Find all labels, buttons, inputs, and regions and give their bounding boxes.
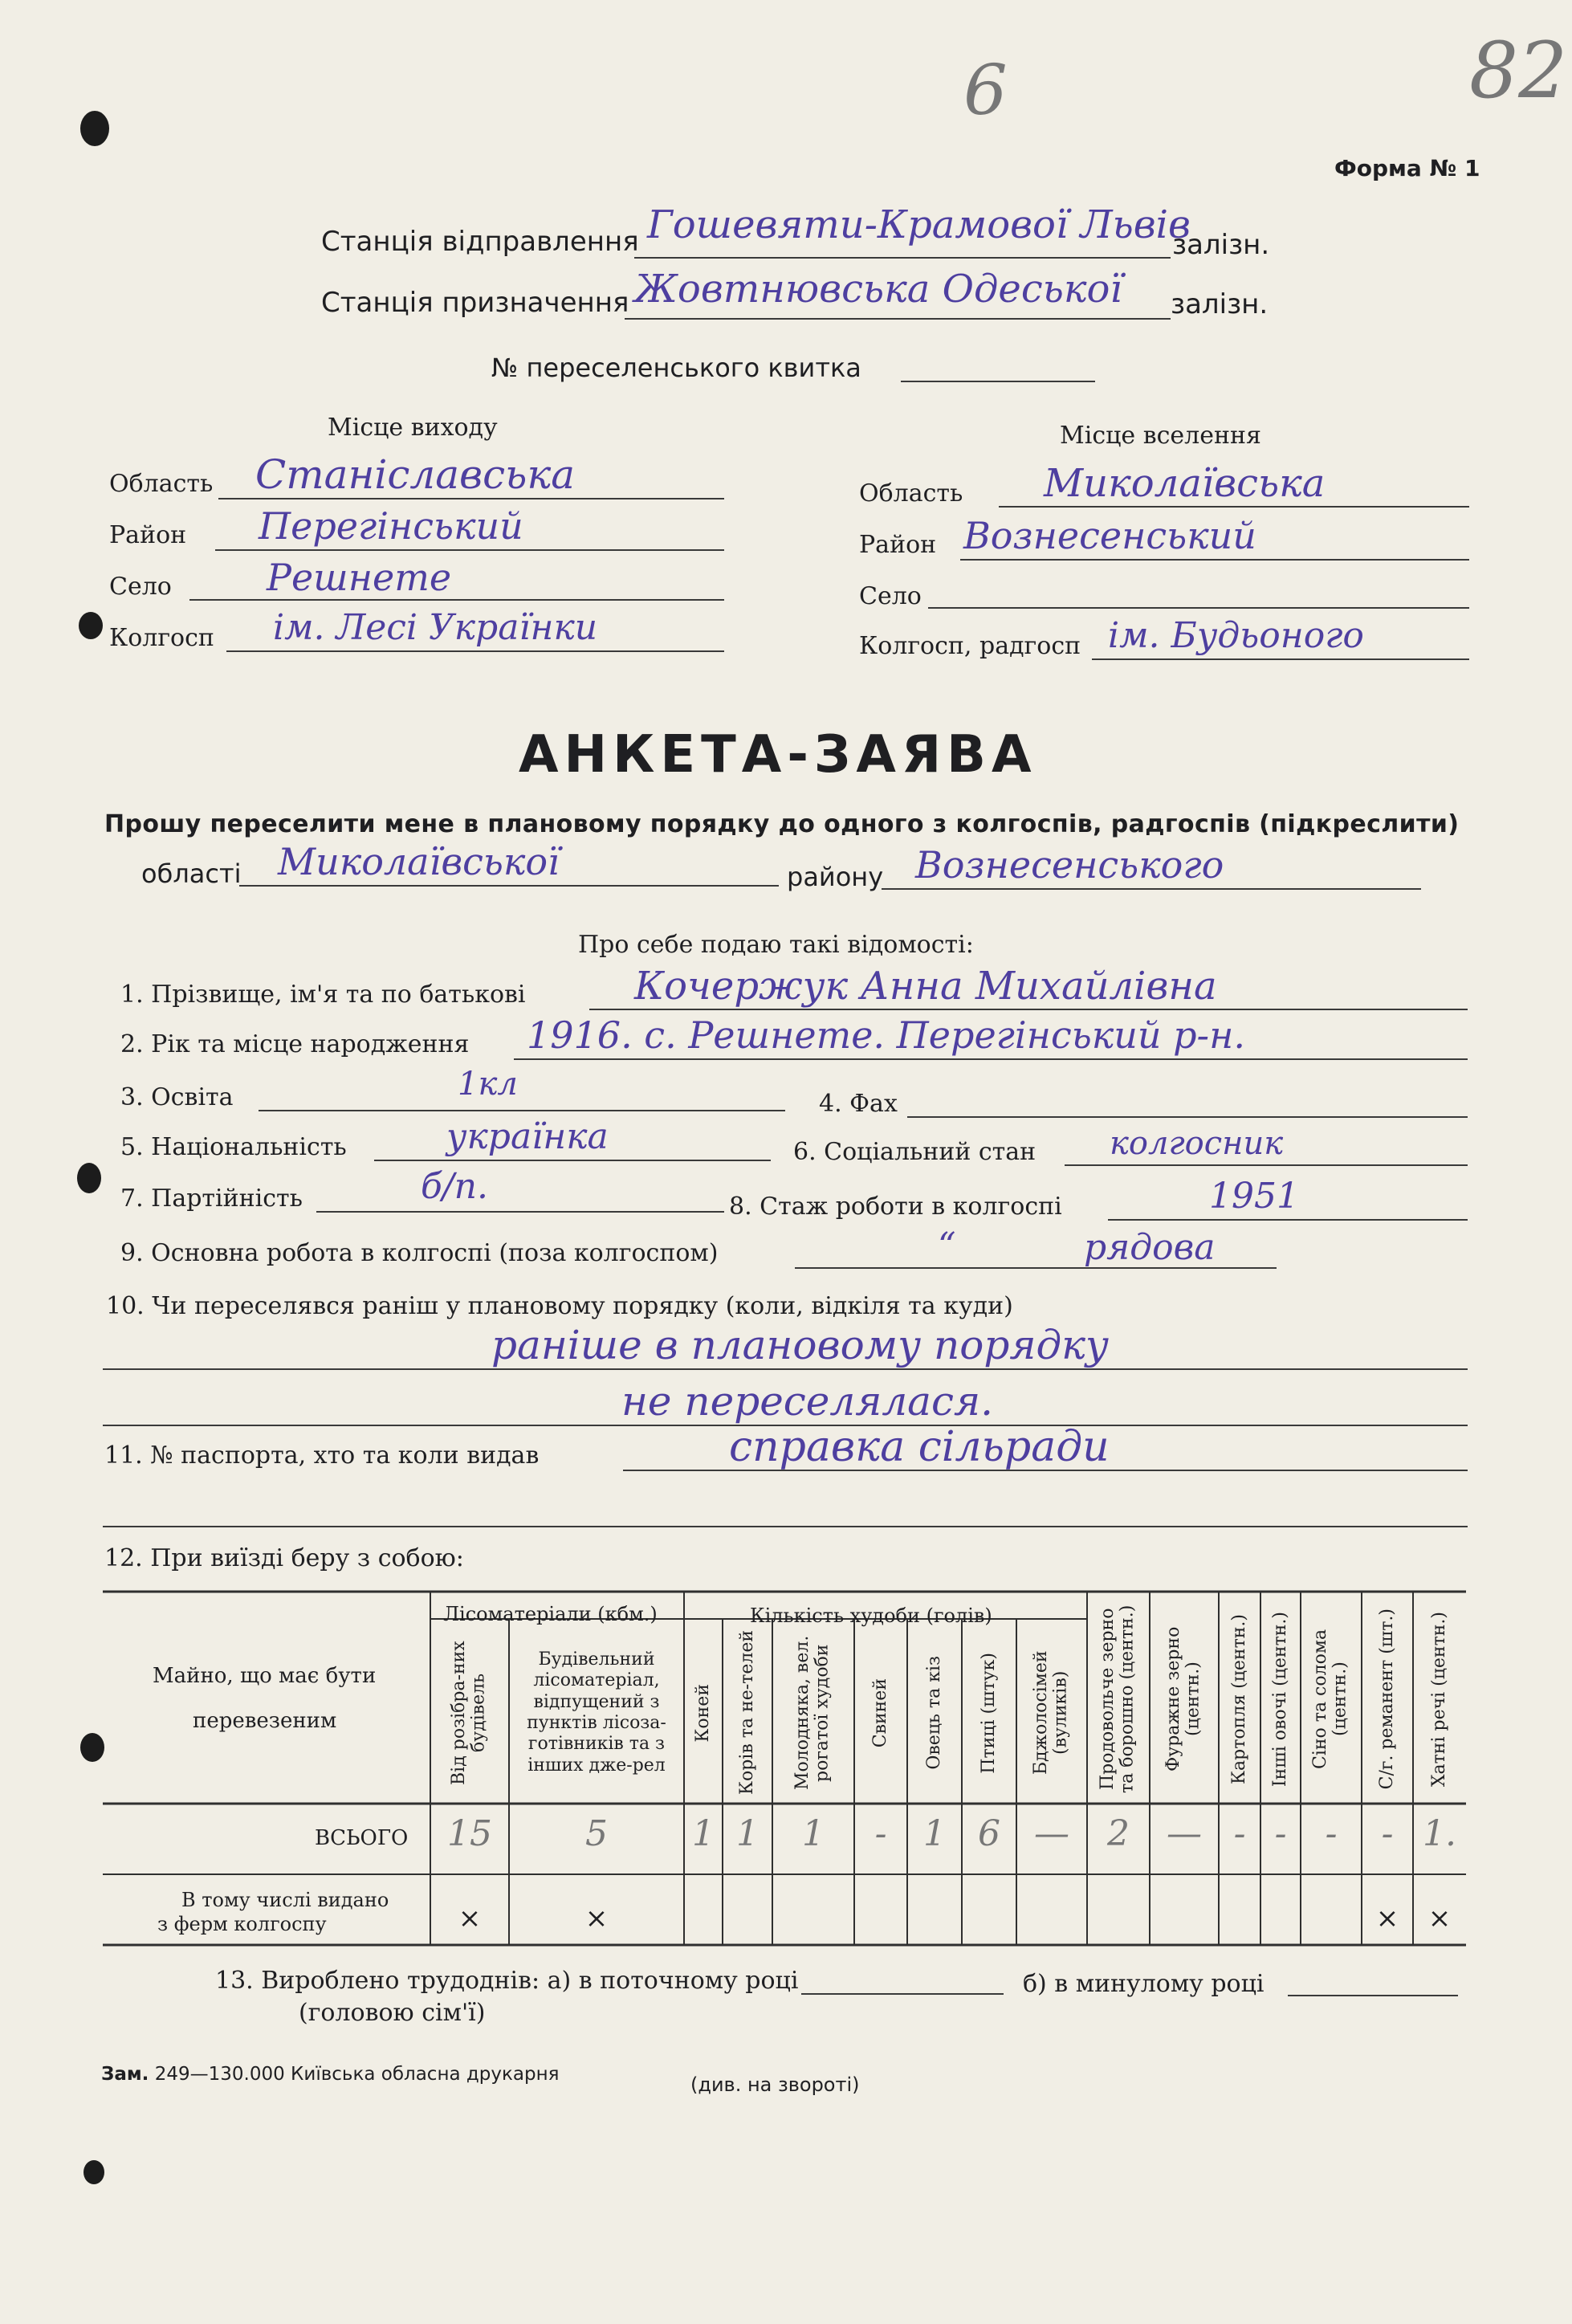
field-5-value: українка [446,1116,609,1157]
field-5-label: 5. Національність [120,1133,347,1161]
field-1-value: Кочержук Анна Михайлівна [634,964,1217,1009]
field-12-label: 12. При виїзді беру з собою: [104,1544,464,1572]
workdays-sub: (головою сім'ї) [299,1999,486,2027]
table-col-header-10: Продовольче зерно та борошно (центн.) [1098,1604,1138,1794]
workdays-prev: б) в минулому році [1023,1970,1265,1998]
table-total-value: 2 [1107,1813,1130,1854]
lumber-group-header: Лісоматеріали (кбм.) [443,1603,658,1625]
farm-label-2: з ферм колгоспу [157,1913,327,1935]
request-oblast-prefix: області [141,858,242,889]
table-total-value: — [1034,1813,1069,1854]
field-10-value-2: не переселялася. [621,1378,993,1425]
field-1-label: 1. Прізвище, ім'я та по батькові [120,981,526,1009]
table-total-value: - [1274,1813,1287,1854]
table-total-value: - [874,1813,887,1854]
table-col-header-4: Корів та не-телей [736,1630,757,1796]
request-oblast-value: Миколаївської [278,840,560,883]
see-back-note: (див. на звороті) [690,2073,860,2096]
table-col-header-1: Від розібра-них будівель [449,1641,489,1785]
table-col-header-16: Хатні речі (центн.) [1428,1611,1449,1788]
field-9-value: рядова [1084,1227,1216,1268]
origin-oblast-value: Станіславська [255,451,576,498]
field-3-value: 1кл [458,1066,518,1103]
table-col-header-9: Бджолосімей (вуликів) [1031,1650,1071,1776]
table-total-value: — [1167,1813,1202,1854]
origin-oblast-label: Область [109,470,214,498]
table-col-header-13: Інші овочі (центн.) [1269,1611,1290,1788]
field-6-label: 6. Соціальний стан [793,1138,1036,1166]
table-total-value: 1 [736,1813,759,1854]
total-label: ВСЬОГО [315,1826,409,1850]
field-10-label: 10. Чи переселявся раніш у плановому порядку (коли, відкіля та куди) [106,1292,1013,1320]
property-header-1: Майно, що має бути [153,1664,377,1688]
request-raion-label: району [787,862,884,892]
dest-oblast-label: Область [859,479,963,508]
dep-station-label: Станція відправлення [321,226,639,258]
table-col-header-5: Молодняка, вел. рогатої худоби [792,1635,833,1791]
table-total-value: - [1325,1813,1338,1854]
table-col-header-15: С/г. реманент (шт.) [1376,1608,1397,1790]
origin-raion-value: Перегінський [259,504,523,548]
dest-raion-value: Вознесенський [963,514,1256,557]
table-col-header-3: Коней [692,1683,713,1743]
dest-station-value: Жовтнювська Одеської [634,267,1122,312]
origin-raion-label: Район [109,521,187,549]
origin-selo-value: Решнете [267,556,452,599]
property-header-2: перевезеним [193,1709,337,1733]
table-col-header-6: Свиней [869,1678,890,1748]
field-11-label: 11. № паспорта, хто та коли видав [104,1441,540,1470]
table-farm-mark: × [584,1902,609,1935]
printer-imprint-bold: Зам. [101,2064,149,2085]
dest-rail-suffix: залізн. [1171,288,1269,320]
table-col-header-11: Фуражне зерно (центн.) [1163,1626,1203,1772]
destination-title: Місце вселення [1060,422,1261,450]
field-11-value: справка сільради [729,1423,1110,1471]
form-number: Форма № 1 [1334,155,1480,181]
archive-number: 82 [1469,26,1568,116]
page-number-top: 6 [963,51,1008,131]
table-farm-mark: × [458,1902,482,1935]
dest-oblast-value: Миколаївська [1044,461,1326,506]
origin-title: Місце виходу [328,414,498,442]
field-9-quote: “ [938,1225,956,1266]
dep-station-value: Гошевяти-Крамової Львів [647,202,1191,247]
request-line: Прошу переселити мене в плановому порядку до одного з колгоспів, радгоспів (підкреслити) [104,810,1460,838]
field-10-value-1: раніше в плановому порядку [491,1322,1109,1368]
table-total-value: 1. [1423,1813,1456,1854]
printer-imprint [101,2065,559,2084]
dep-rail-suffix: залізн. [1172,229,1270,261]
table-total-value: - [1233,1813,1246,1854]
table-col-header-14: Сіно та солома (центн.) [1310,1629,1350,1770]
table-total-value: 1 [802,1813,825,1854]
page-title: АНКЕТА-ЗАЯВА [519,725,1037,785]
table-total-value: 6 [978,1813,1000,1854]
field-8-value: 1951 [1209,1176,1299,1217]
table-total-value: 15 [447,1813,492,1854]
dest-kolhosp-value: ім. Будьоного [1108,615,1364,656]
field-2-label: 2. Рік та місце народження [120,1030,470,1058]
field-9-label: 9. Основна робота в колгоспі (поза колгоспом) [120,1239,719,1267]
ticket-label: № переселенського квитка [491,353,861,383]
dest-station-label: Станція призначення [321,287,629,319]
field-4-label: 4. Фах [819,1090,898,1118]
dest-selo-label: Село [859,582,922,610]
table-total-value: - [1381,1813,1394,1854]
table-col-header-2: Будівельний лісоматеріал, відпущений з пунктів лісоза-готівників та з інших дже-рел [527,1649,666,1776]
table-col-header-7: Овець та кіз [923,1656,944,1770]
table-total-value: 5 [585,1813,608,1854]
origin-kolhosp-value: ім. Лесі Українки [273,607,598,648]
printer-imprint-rest: 249—130.000 Київська обласна друкарня [154,2064,560,2085]
table-col-header-8: Птиці (штук) [978,1652,999,1774]
field-2-value: 1916. с. Решнете. Перегінський р-н. [527,1013,1246,1057]
dest-kolhosp-label: Колгосп, радгосп [859,632,1081,660]
table-total-value: 1 [692,1813,715,1854]
field-3-label: 3. Освіта [120,1083,234,1111]
workdays-label: 13. Вироблено трудоднів: а) в поточному році [215,1967,799,1995]
field-6-value: колгосник [1110,1125,1284,1162]
livestock-group-header: Кількість худоби (голів) [750,1604,992,1627]
farm-label-1: В тому числі видано [181,1889,389,1911]
info-intro: Про себе подаю такі відомості: [578,931,974,959]
origin-kolhosp-label: Колгосп [109,624,214,652]
table-farm-mark: × [1427,1902,1452,1935]
origin-selo-label: Село [109,573,172,601]
field-8-label: 8. Стаж роботи в колгоспі [729,1193,1062,1221]
request-raion-value: Вознесенського [915,843,1224,887]
table-farm-mark: × [1375,1902,1399,1935]
field-7-value: б/п. [421,1166,489,1207]
field-7-label: 7. Партійність [120,1184,303,1213]
table-total-value: 1 [923,1813,946,1854]
dest-raion-label: Район [859,531,937,559]
table-col-header-12: Картопля (центн.) [1228,1614,1249,1784]
